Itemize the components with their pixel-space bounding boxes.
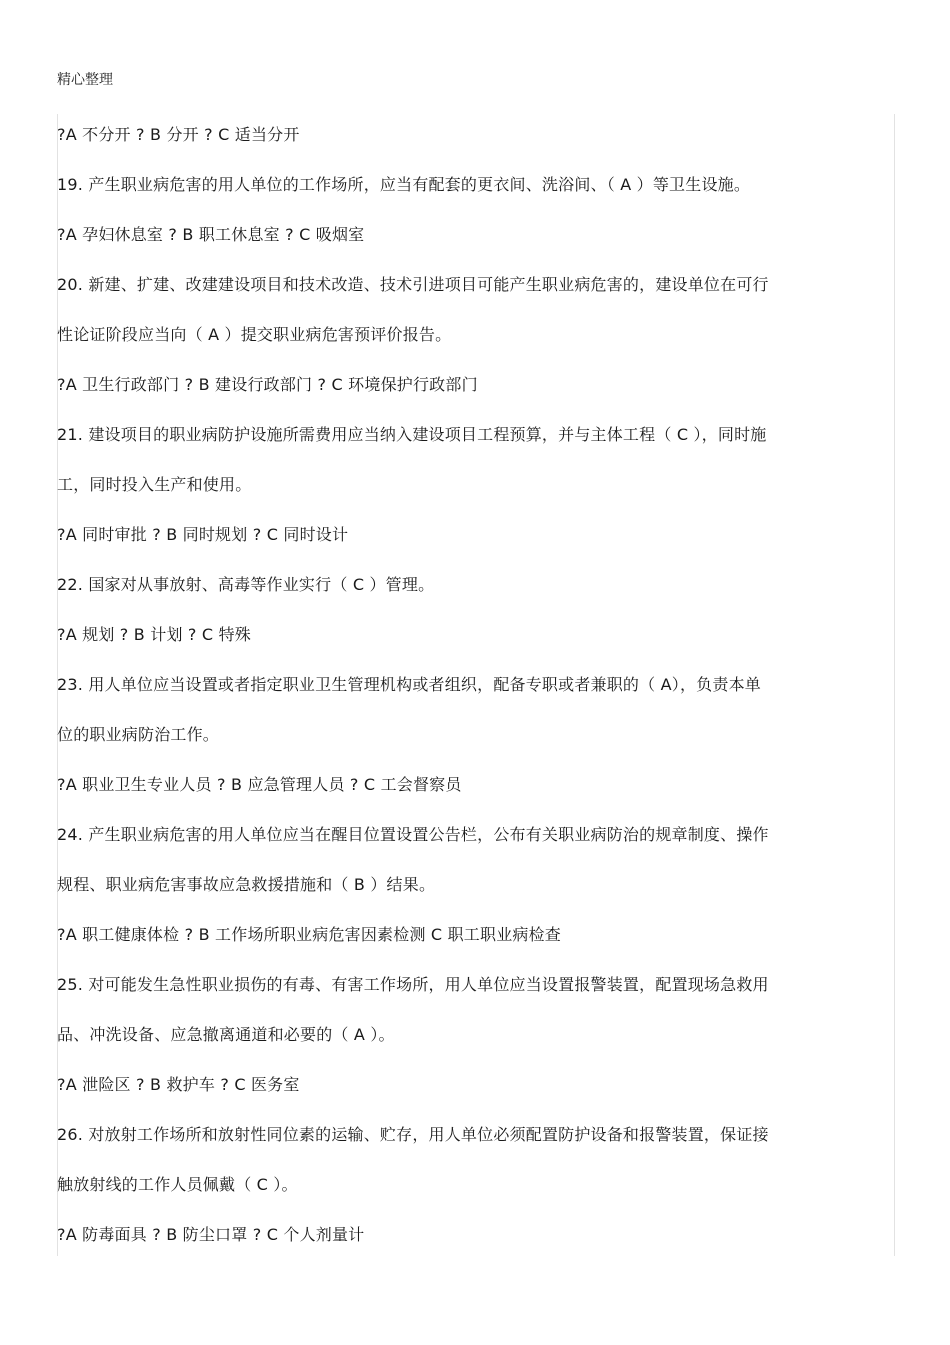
- document-body: [57, 122, 893, 1272]
- answer-options-24: ?A 职工健康体检 ? B 工作场所职业病危害因素检测 C 职工职业病检查: [57, 925, 561, 944]
- question-21-line-2: 工，同时投入生产和使用。: [57, 475, 252, 494]
- question-25-line-2: 品、冲洗设备、应急撤离通道和必要的（ A ）。: [57, 1025, 395, 1044]
- question-26-line-2: 触放射线的工作人员佩戴（ C ）。: [57, 1175, 298, 1194]
- answer-options-23: ?A 职业卫生专业人员 ? B 应急管理人员 ? C 工会督察员: [57, 775, 462, 794]
- question-26-line-1: 26. 对放射工作场所和放射性同位素的运输、贮存，用人单位必须配置防护设备和报警装置，保证接: [57, 1125, 769, 1144]
- answer-options-25: ?A 泄险区 ? B 救护车 ? C 医务室: [57, 1075, 300, 1094]
- question-25-line-1: 25. 对可能发生急性职业损伤的有毒、有害工作场所，用人单位应当设置报警装置，配置现场急救用: [57, 975, 769, 994]
- question-19: 19. 产生职业病危害的用人单位的工作场所，应当有配套的更衣间、洗浴间、（ A ）等卫生设施。: [57, 175, 751, 194]
- answer-options-26: ?A 防毒面具 ? B 防尘口罩 ? C 个人剂量计: [57, 1225, 365, 1244]
- question-23-line-1: 23. 用人单位应当设置或者指定职业卫生管理机构或者组织，配备专职或者兼职的（ A），负责本单: [57, 675, 761, 694]
- question-20-line-2: 性论证阶段应当向（ A ）提交职业病危害预评价报告。: [57, 325, 452, 344]
- question-22: 22. 国家对从事放射、高毒等作业实行（ C ）管理。: [57, 575, 435, 594]
- answer-options-20: ?A 卫生行政部门 ? B 建设行政部门 ? C 环境保护行政部门: [57, 375, 478, 394]
- question-21-line-1: 21. 建设项目的职业病防护设施所需费用应当纳入建设项目工程预算，并与主体工程（ C ），同时施: [57, 425, 767, 444]
- question-23-line-2: 位的职业病防治工作。: [57, 725, 220, 744]
- answer-options-22: ?A 规划 ? B 计划 ? C 特殊: [57, 625, 251, 644]
- answer-options-19: ?A 孕妇休息室 ? B 职工休息室 ? C 吸烟室: [57, 225, 365, 244]
- question-20-line-1: 20. 新建、扩建、改建建设项目和技术改造、技术引进项目可能产生职业病危害的，建设单位在可行: [57, 275, 769, 294]
- answer-options-18: ?A 不分开 ? B 分开 ? C 适当分开: [57, 125, 300, 144]
- question-24-line-1: 24. 产生职业病危害的用人单位应当在醒目位置设置公告栏，公布有关职业病防治的规章制度、操作: [57, 825, 769, 844]
- answer-options-21: ?A 同时审批 ? B 同时规划 ? C 同时设计: [57, 525, 349, 544]
- header-note: 精心整理: [57, 72, 113, 88]
- question-24-line-2: 规程、职业病危害事故应急救援措施和（ B ）结果。: [57, 875, 436, 894]
